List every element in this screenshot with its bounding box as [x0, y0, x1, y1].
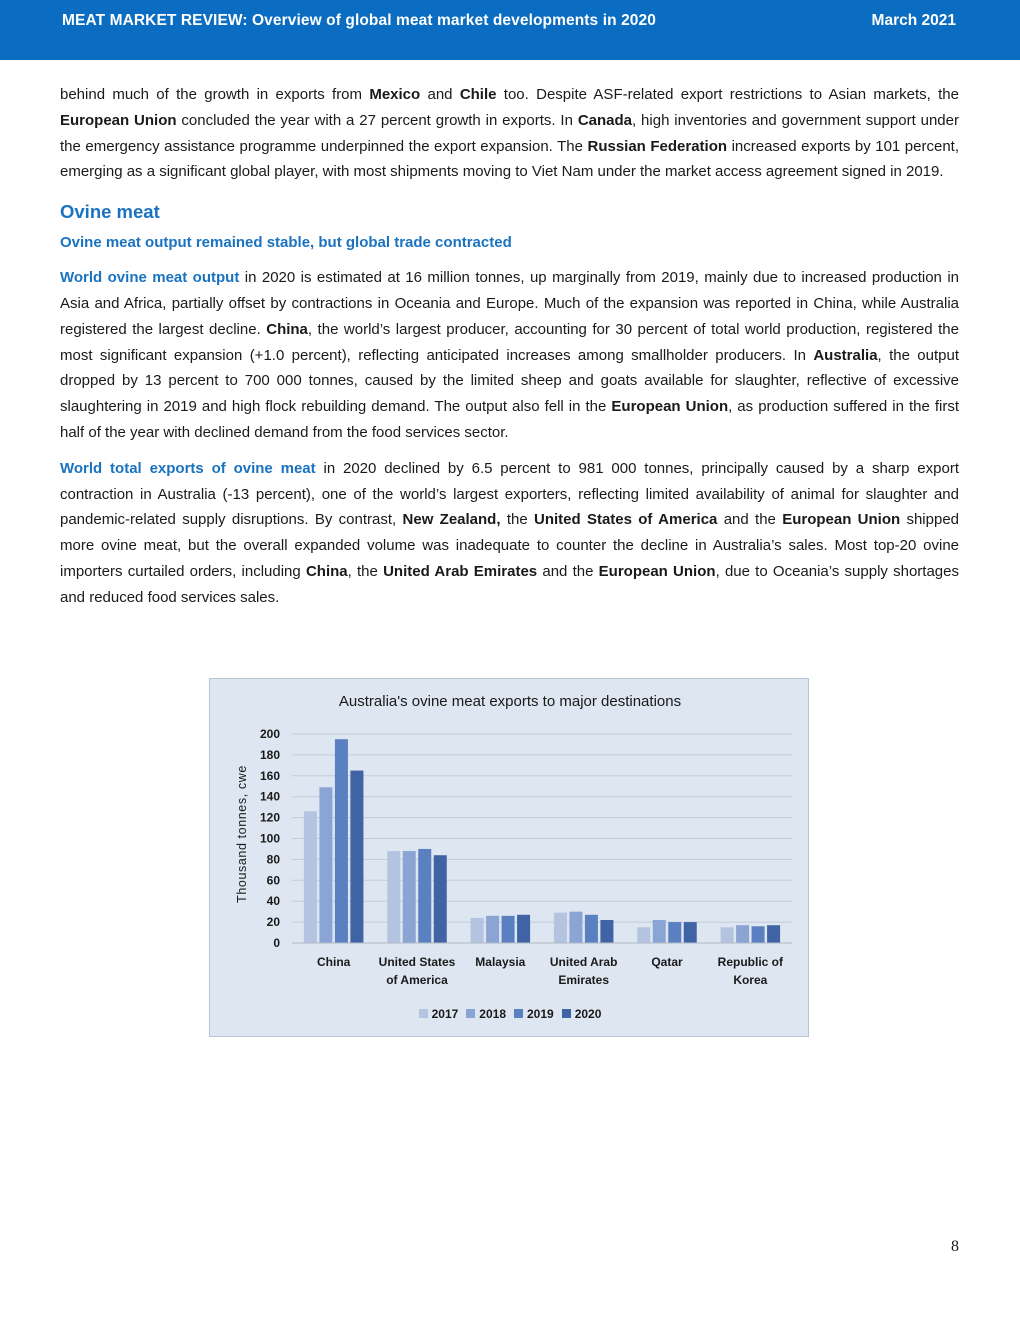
legend-label: 2019 [527, 1007, 554, 1021]
x-tick-label: United Arab [549, 955, 618, 969]
legend-swatch [466, 1009, 475, 1018]
report-title: MEAT MARKET REVIEW: Overview of global meat market developments in 2020 [62, 12, 656, 29]
x-tick-label: United States [378, 955, 456, 969]
bar [569, 912, 582, 943]
x-tick-label: Malaysia [475, 955, 526, 969]
bar [350, 771, 363, 943]
x-tick-label: Korea [733, 973, 768, 987]
bar [418, 849, 431, 943]
bar [600, 920, 613, 943]
y-tick-label: 40 [266, 894, 280, 909]
legend-item [419, 1007, 459, 1021]
report-date: March 2021 [871, 12, 956, 29]
output-paragraph: World ovine meat output in 2020 is estimated at 16 million tonnes, up marginally from 2019, mainly due to increased production in Asia and Africa, partially offset by contractions in Oceania and Europe. Much of the expansion was reported in China, while Australia registered the largest decline. China, the world’s largest producer, accounting for 30 percent of total world production, registered the most significant expansion (+1.0 percent), reflecting anticipated increases among smallholder producers. In Australia, the output dropped by 13 percent to 700 000 tonnes, caused by the limited sheep and goats available for slaughter, reflective of excessive slaughtering in 2019 and high flock rebuilding demand. The output also fell in the European Union, as production suffered in the first half of the year with declined demand from the food services sector. [60, 269, 960, 441]
exports-paragraph: World total exports of ovine meat in 2020 declined by 6.5 percent to 981 000 tonnes, principally caused by a sharp export contraction in Australia (-13 percent), one of the world’s largest exporters, reflecting limited availability of animal for slaughter and pandemic-related supply disruptions. By contrast, New Zealand, the United States of America and the European Union shipped more ovine meat, but the overall expanded volume was inadequate to counter the decline in Australia’s sales. Most top-20 ovine importers curtailed orders, including China, the United Arab Emirates and the European Union, due to Oceania’s supply shortages and reduced food services sales. [60, 459, 960, 606]
x-tick-label: Emirates [558, 973, 610, 987]
y-tick-label: 80 [266, 852, 280, 867]
bar [752, 926, 765, 943]
section-subheading: Ovine meat output remained stable, but global trade contracted [60, 234, 512, 252]
x-tick-label: Qatar [651, 955, 683, 969]
intro-paragraph: behind much of the growth in exports from Mexico and Chile too. Despite ASF-related export restrictions to Asian markets, the European Union concluded the year with a 27 percent growth in exports. In Canada, high inventories and government support under the emergency assistance programme underpinned the export expansion. The Russian Federation increased exports by 101 percent, emerging as a significant global player, with most shipments moving to Viet Nam under the market access agreement signed in 2019. [60, 86, 959, 181]
legend-label: 2017 [431, 1007, 459, 1021]
bar [319, 787, 332, 943]
bar [684, 922, 697, 943]
chart-title: Australia's ovine meat exports to major destinations [338, 693, 682, 710]
x-tick-label: China [316, 955, 351, 969]
bar [471, 918, 484, 943]
exports-chart [209, 678, 809, 1037]
legend-swatch [419, 1009, 428, 1018]
y-tick-label: 0 [273, 936, 280, 950]
page-number: 8 [951, 1238, 959, 1255]
bar [668, 922, 681, 943]
chart-legend [210, 1007, 810, 1021]
bar [653, 920, 666, 943]
legend-item [514, 1007, 554, 1021]
chart-plot [210, 679, 810, 1038]
legend-swatch [562, 1009, 571, 1018]
bar [585, 915, 598, 943]
legend-item [466, 1007, 506, 1021]
page-header [0, 0, 1020, 60]
y-tick-label: 160 [259, 768, 280, 783]
y-tick-label: 120 [259, 810, 280, 825]
document-body [60, 82, 959, 621]
bar [767, 925, 780, 943]
bar [486, 916, 499, 943]
chart-y-axis-label: Thousand tonnes, cwe [235, 765, 249, 903]
bar [637, 927, 650, 943]
bar [434, 855, 447, 943]
bar [736, 925, 749, 943]
y-tick-label: 140 [259, 789, 280, 804]
legend-label: 2020 [574, 1007, 602, 1021]
x-tick-label: Republic of [717, 955, 784, 969]
bar [304, 811, 317, 943]
bar [517, 915, 530, 943]
bar [335, 739, 348, 943]
legend-swatch [514, 1009, 523, 1018]
y-tick-label: 20 [266, 915, 280, 930]
bar [387, 851, 400, 943]
y-tick-label: 60 [266, 873, 280, 888]
y-tick-label: 180 [259, 747, 280, 762]
bar [502, 916, 515, 943]
y-tick-label: 100 [259, 831, 280, 846]
bar [403, 851, 416, 943]
bar [721, 927, 734, 943]
section-heading: Ovine meat [60, 201, 160, 223]
x-tick-label: of America [386, 973, 448, 987]
bar [554, 913, 567, 943]
y-tick-label: 200 [259, 727, 280, 741]
legend-label: 2018 [479, 1007, 506, 1021]
legend-item [562, 1007, 602, 1021]
